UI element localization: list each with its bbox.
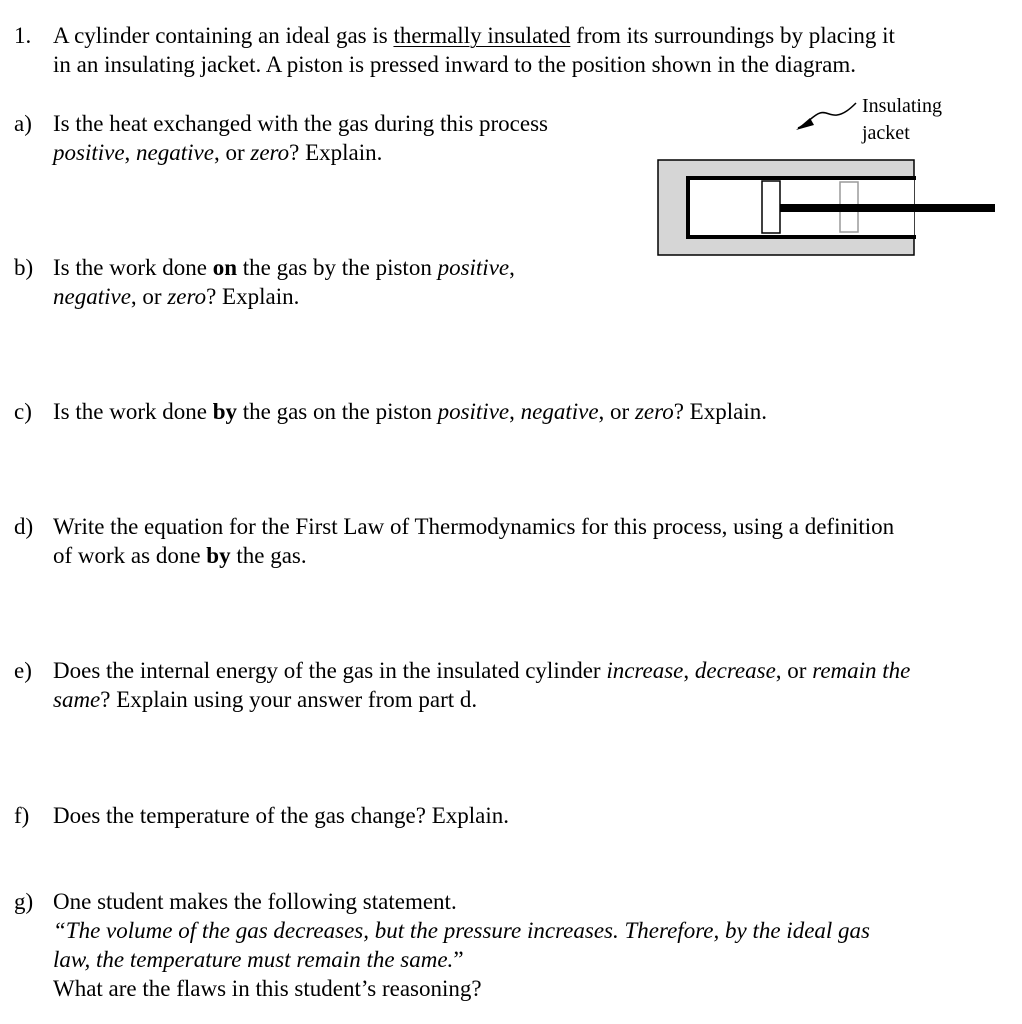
part-e-label: e) bbox=[14, 658, 32, 683]
part-c-text: Is the work done by the gas on the piston positive, negative, or zero? Explain. bbox=[53, 399, 767, 424]
pointer-arrowhead bbox=[796, 118, 814, 130]
student-quote-line-2: law, the temperature must remain the same. bbox=[53, 947, 454, 972]
piston-head bbox=[762, 181, 780, 233]
cylinder-diagram bbox=[650, 92, 1010, 267]
part-b-label: b) bbox=[14, 255, 34, 280]
question-number: 1. bbox=[14, 23, 32, 48]
part-e-text: Does the internal energy of the gas in the insulated cylinder increase, decrease, or remain the same? Explain using your answer from part d. bbox=[53, 658, 911, 712]
underlined-term: thermally insulated bbox=[393, 23, 571, 48]
part-d-label: d) bbox=[14, 514, 34, 539]
part-f-text: Does the temperature of the gas change? Explain. bbox=[53, 803, 509, 828]
student-quote-line-1: “The volume of the gas decreases, but the pressure increases. Therefore, by the ideal gas bbox=[53, 918, 870, 943]
piston-rod bbox=[780, 204, 995, 212]
question-line-1: A cylinder containing an ideal gas is thermally insulated from its surroundings by placing it bbox=[53, 23, 895, 48]
question-line-2: in an insulating jacket. A piston is pressed inward to the position shown in the diagram. bbox=[53, 52, 856, 77]
part-a-label: a) bbox=[14, 111, 32, 136]
cylinder-piston-svg bbox=[650, 92, 1010, 267]
part-a-text: Is the heat exchanged with the gas during this process positive, negative, or zero? Explain. bbox=[53, 111, 549, 165]
part-g-label: g) bbox=[14, 889, 34, 914]
part-b-text: Is the work done on the gas by the piston positive, negative, or zero? Explain. bbox=[53, 255, 515, 309]
part-c-label: c) bbox=[14, 399, 32, 424]
part-g-text: One student makes the following statement. “The volume of the gas decreases, but the pressure increases. Therefore, by the ideal gas law, the temperature must remain the same.” What are the flaws in this student’s reasoning? bbox=[53, 889, 870, 1001]
part-f-label: f) bbox=[14, 803, 30, 828]
question-stem bbox=[53, 21, 895, 79]
part-d-text: Write the equation for the First Law of Thermodynamics for this process, using a definition of work as done by the gas. bbox=[53, 514, 895, 568]
insulating-jacket-label-2: jacket bbox=[862, 122, 910, 144]
insulating-jacket-label-1: Insulating bbox=[862, 95, 942, 117]
